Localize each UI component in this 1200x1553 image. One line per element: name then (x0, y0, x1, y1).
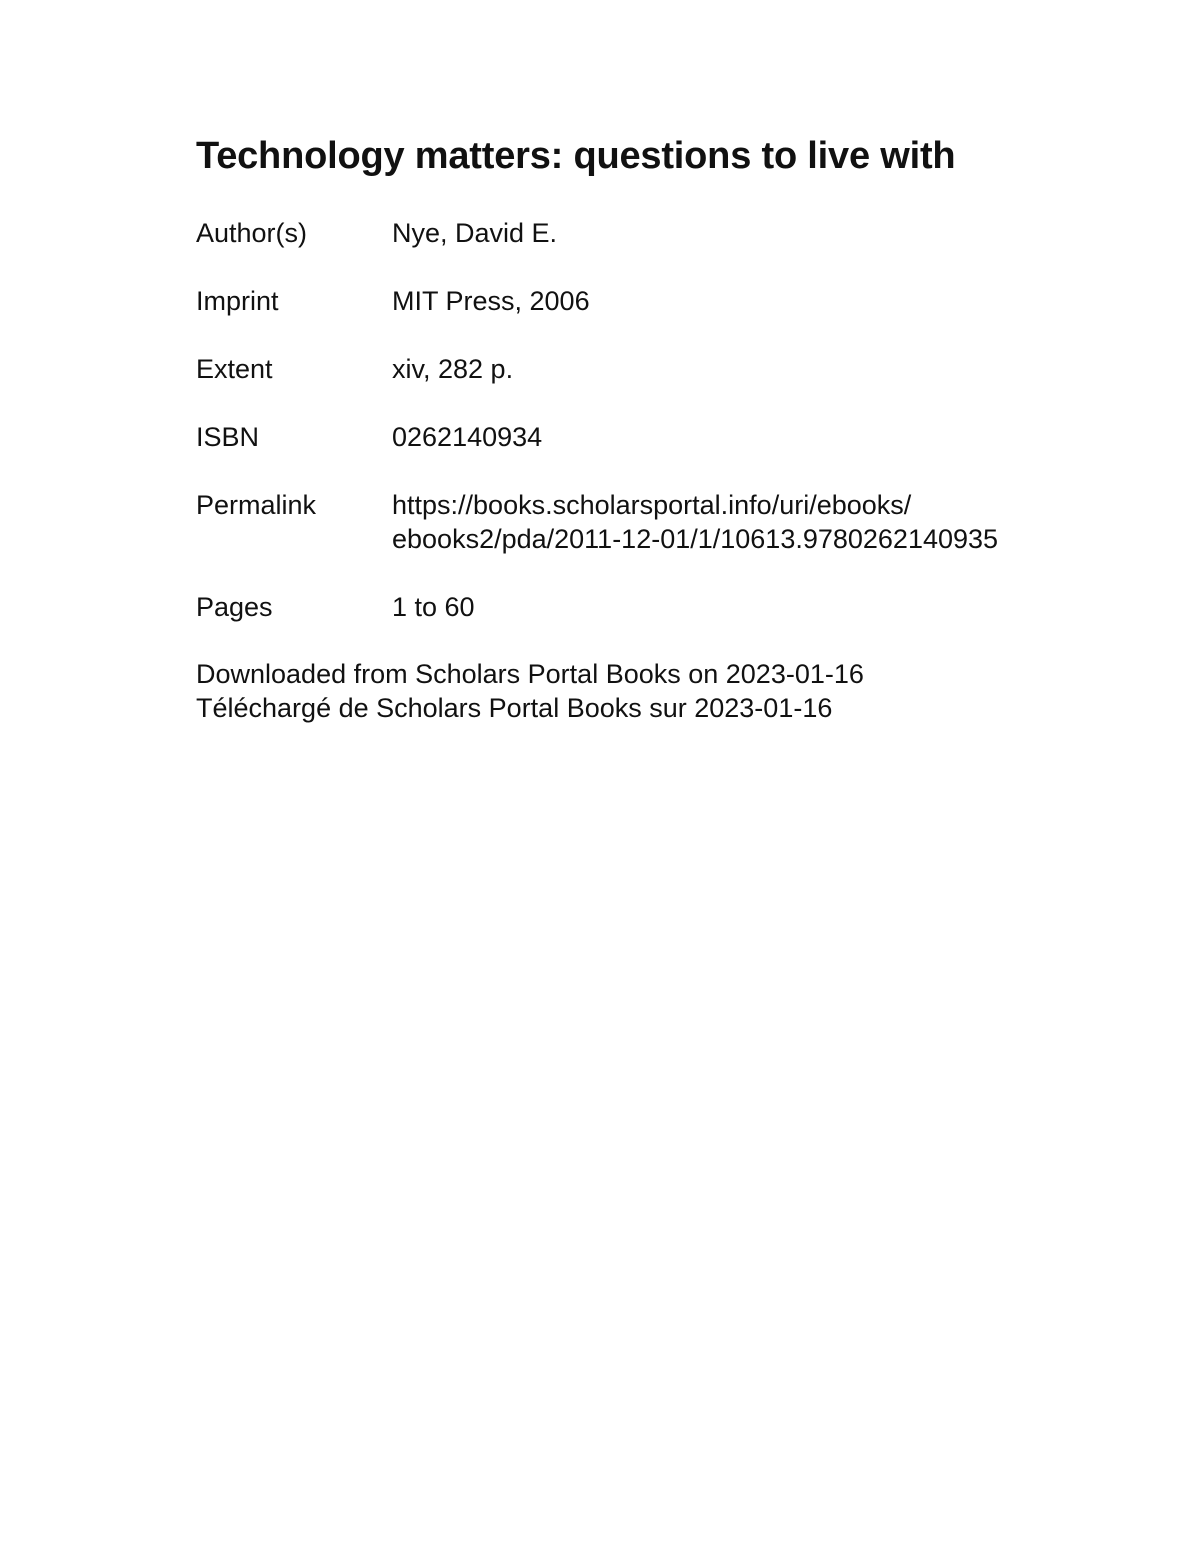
permalink-label: Permalink (196, 490, 317, 520)
pages-label: Pages (196, 592, 273, 622)
isbn-value: 0262140934 (392, 422, 543, 452)
download-notice-french: Téléchargé de Scholars Portal Books sur 2023-01-16 (196, 693, 833, 723)
imprint-label: Imprint (196, 286, 279, 316)
pages-value: 1 to 60 (392, 592, 475, 622)
authors-label: Author(s) (196, 218, 308, 248)
isbn-label: ISBN (196, 422, 260, 452)
download-notice-english: Downloaded from Scholars Portal Books on 2023-01-16 (196, 659, 864, 689)
download-notice (196, 657, 864, 725)
authors-value: Nye, David E. (392, 218, 558, 248)
imprint-value: MIT Press, 2006 (392, 286, 590, 316)
document-title: Technology matters: questions to live with (196, 135, 956, 177)
permalink-line-1[interactable]: https://books.scholarsportal.info/uri/ebooks/ (392, 490, 912, 520)
permalink-line-2[interactable]: ebooks2/pda/2011-12-01/1/10613.9780262140935 (392, 524, 999, 554)
permalink-link[interactable] (392, 488, 998, 556)
extent-value: xiv, 282 p. (392, 354, 514, 384)
extent-label: Extent (196, 354, 273, 384)
